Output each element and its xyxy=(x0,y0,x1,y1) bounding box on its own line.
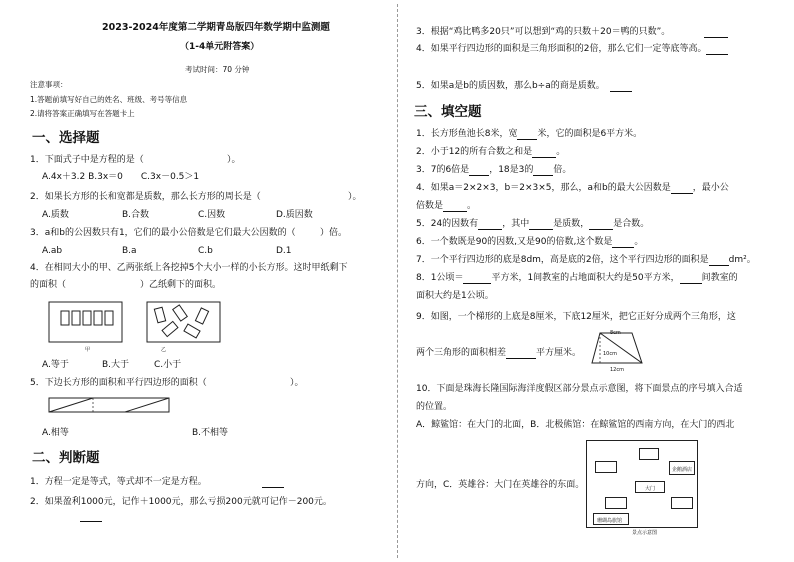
trapezoid-bottom-label: 12cm xyxy=(610,367,624,373)
answer-blank[interactable] xyxy=(706,51,728,55)
question-text: 的位置。 xyxy=(416,402,453,412)
option-b: B.合数 xyxy=(122,210,150,220)
question-text: 5．如果a是b的质因数，那么b÷a的商是质数。 xyxy=(416,81,605,91)
answer-blank[interactable] xyxy=(680,273,702,284)
question-text: ）乙纸剩下的面积。 xyxy=(140,280,222,290)
map-caption: 景点示意图 xyxy=(632,530,658,536)
question-text: 方向，C．英雄谷：大门在英雄谷的东面。 xyxy=(416,480,585,490)
text-part: dm²。 xyxy=(728,255,756,265)
text-part: ，其中 xyxy=(502,219,530,229)
text-part: 2．小于12的所有合数之和是 xyxy=(416,147,533,157)
map-spot[interactable] xyxy=(595,461,617,473)
question-text xyxy=(416,129,642,140)
answer-blank[interactable] xyxy=(610,88,632,92)
question-text: 10．下面是珠海长隆国际海洋度假区部分景点示意图，将下面景点的序号填入合适 xyxy=(416,384,743,394)
question-text: ）。 xyxy=(290,378,304,388)
question-text xyxy=(416,183,729,194)
trapezoid-figure xyxy=(588,327,662,371)
text-part: 。 xyxy=(556,147,566,157)
text-part: 平方米，1间教室的占地面积大约是50平方米， xyxy=(491,273,680,283)
text-part: 倍数是 xyxy=(416,201,444,211)
text-part: 是合数。 xyxy=(613,219,650,229)
option-b: B.a xyxy=(122,246,137,256)
option-c: C.因数 xyxy=(198,210,226,220)
option-a: A.相等 xyxy=(42,428,69,438)
answer-blank[interactable] xyxy=(671,183,693,194)
answer-blank[interactable] xyxy=(443,201,467,212)
map-gate xyxy=(635,481,665,493)
answer-blank[interactable] xyxy=(469,165,489,176)
map-spot[interactable] xyxy=(639,448,659,460)
note-item: 1.答题前填写好自己的姓名、班级、考号等信息 xyxy=(30,95,188,104)
text-part: 7．一个平行四边形的底是8dm，高是底的2倍，这个平行四边形的面积是 xyxy=(416,255,709,265)
answer-blank[interactable] xyxy=(532,147,556,158)
map-gate-label: 大门 xyxy=(645,486,656,492)
rectangle-parallelogram-figure xyxy=(48,395,178,417)
answer-blank[interactable] xyxy=(478,219,502,230)
text-part: 间教室的 xyxy=(701,273,738,283)
right-column xyxy=(410,0,780,562)
question-text xyxy=(416,348,581,359)
question-text: 9．如图，一个梯形的上底是8厘米，下底12厘米，把它正好分成两个三角形，这 xyxy=(416,312,736,322)
exam-subtitle: （1-4单元附答案） xyxy=(180,42,260,52)
text-part: 5．24的因数有 xyxy=(416,219,479,229)
question-text: ）。 xyxy=(227,155,241,165)
question-text xyxy=(416,165,571,176)
question-text xyxy=(416,255,756,266)
map-island-hotel xyxy=(593,513,629,525)
column-divider xyxy=(397,4,398,558)
option-d: D.质因数 xyxy=(276,210,313,220)
text-part: 3．7的6倍是 xyxy=(416,165,470,175)
question-text xyxy=(416,201,476,212)
question-text: 3．根据“鸡比鸭多20只”可以想到“鸡的只数＋20＝鸭的只数”。 xyxy=(416,27,671,37)
label-jia: 甲 xyxy=(85,347,91,353)
map-spot[interactable] xyxy=(671,497,693,509)
answer-blank[interactable] xyxy=(506,348,536,359)
question-text: 面积大约是1公顷。 xyxy=(416,291,494,301)
text-part: 平方厘米。 xyxy=(536,348,582,358)
option-b: B.不相等 xyxy=(192,428,229,438)
text-part: 米，它的面积是6平方米。 xyxy=(537,129,643,139)
map-hero-valley xyxy=(669,461,695,475)
answer-blank[interactable] xyxy=(709,255,729,266)
question-text xyxy=(416,147,565,158)
answer-blank[interactable] xyxy=(704,34,728,38)
answer-blank[interactable] xyxy=(262,484,284,488)
map-island-label: 珊瑚岛旅馆 xyxy=(597,518,623,524)
answer-blank[interactable] xyxy=(533,165,553,176)
question-text xyxy=(416,237,643,248)
question-text: 4．如果平行四边形的面积是三角形面积的2倍，那么它们一定等底等高。 xyxy=(416,44,707,54)
map-spot[interactable] xyxy=(605,497,627,509)
text-part: 1．长方形鱼池长8米，宽 xyxy=(416,129,518,139)
label-yi: 乙 xyxy=(161,347,167,353)
notes-heading: 注意事项： xyxy=(30,80,68,89)
exam-title: 2023-2024年度第二学期青岛版四年数学期中监测题 xyxy=(102,22,330,33)
text-part: 两个三角形的面积相差 xyxy=(416,348,507,358)
text-part: 6．一个数既是90的因数,又是90的倍数,这个数是 xyxy=(416,237,613,247)
answer-blank[interactable] xyxy=(80,518,102,522)
trapezoid-top-label: 8cm xyxy=(610,330,621,336)
question-text: ）。 xyxy=(348,192,362,202)
question-text: 3．a和b的公因数只有1，它们的最小公倍数是它们最大公因数的（ xyxy=(30,228,296,238)
question-text: A．鲸鲨馆：在大门的北面，B．北极熊馆：在鲸鲨馆的西南方向，在大门的西北 xyxy=(416,420,735,430)
option-c: C.b xyxy=(198,246,213,256)
answer-options: A.4x＋3.2 B.3x＝0 C.3x－0.5＞1 xyxy=(42,172,200,182)
option-b: B.大于 xyxy=(102,360,130,370)
question-text: 5．下边长方形的面积和平行四边形的面积（ xyxy=(30,378,207,388)
section-heading: 二、判断题 xyxy=(32,450,100,466)
text-part: 8．1公顷＝ xyxy=(416,273,464,283)
answer-blank[interactable] xyxy=(517,129,537,140)
question-text xyxy=(416,273,738,284)
option-c: C.小于 xyxy=(154,360,182,370)
note-item: 2.请将答案正确填写在答题卡上 xyxy=(30,109,135,118)
section-heading: 三、填空题 xyxy=(414,104,482,120)
text-part: 是质数， xyxy=(553,219,590,229)
text-part: ，最小公 xyxy=(692,183,729,193)
answer-blank[interactable] xyxy=(529,219,553,230)
question-text: 1．方程一定是等式，等式却不一定是方程。 xyxy=(30,477,207,487)
option-a: A.等于 xyxy=(42,360,69,370)
text-part: 。 xyxy=(634,237,644,247)
answer-blank[interactable] xyxy=(589,219,613,230)
paper-figure xyxy=(48,300,228,352)
question-text: 2．如果长方形的长和宽都是质数，那么长方形的周长是（ xyxy=(30,192,261,202)
answer-blank[interactable] xyxy=(463,273,491,284)
text-part: 。 xyxy=(467,201,477,211)
section-heading: 一、选择题 xyxy=(32,130,100,146)
left-column xyxy=(30,0,385,562)
map-hero-label: 企鹅酒店 xyxy=(672,467,693,473)
question-text: 的面积（ xyxy=(30,280,67,290)
question-text xyxy=(416,219,649,230)
paper-jia xyxy=(49,302,122,342)
question-text: ）倍。 xyxy=(320,228,348,238)
option-a: A.ab xyxy=(42,246,63,256)
exam-time: 考试时间：70 分钟 xyxy=(185,65,250,74)
question-text: 4．在相同大小的甲、乙两张纸上各挖掉5个大小一样的小长方形。这时甲纸剩下 xyxy=(30,263,348,273)
question-text: 2．如果盈利1000元，记作＋1000元，那么亏损200元就可记作－200元。 xyxy=(30,497,332,507)
scenic-map xyxy=(586,440,698,528)
text-part: 倍。 xyxy=(553,165,572,175)
text-part: 4．如果a＝2×2×3，b＝2×3×5，那么，a和b的最大公因数是 xyxy=(416,183,671,193)
question-text: 1．下面式子中是方程的是（ xyxy=(30,155,144,165)
trapezoid-height-label: 10cm xyxy=(603,351,617,357)
text-part: ，18是3的 xyxy=(489,165,534,175)
option-a: A.质数 xyxy=(42,210,69,220)
option-d: D.1 xyxy=(276,246,292,256)
answer-blank[interactable] xyxy=(612,237,634,248)
